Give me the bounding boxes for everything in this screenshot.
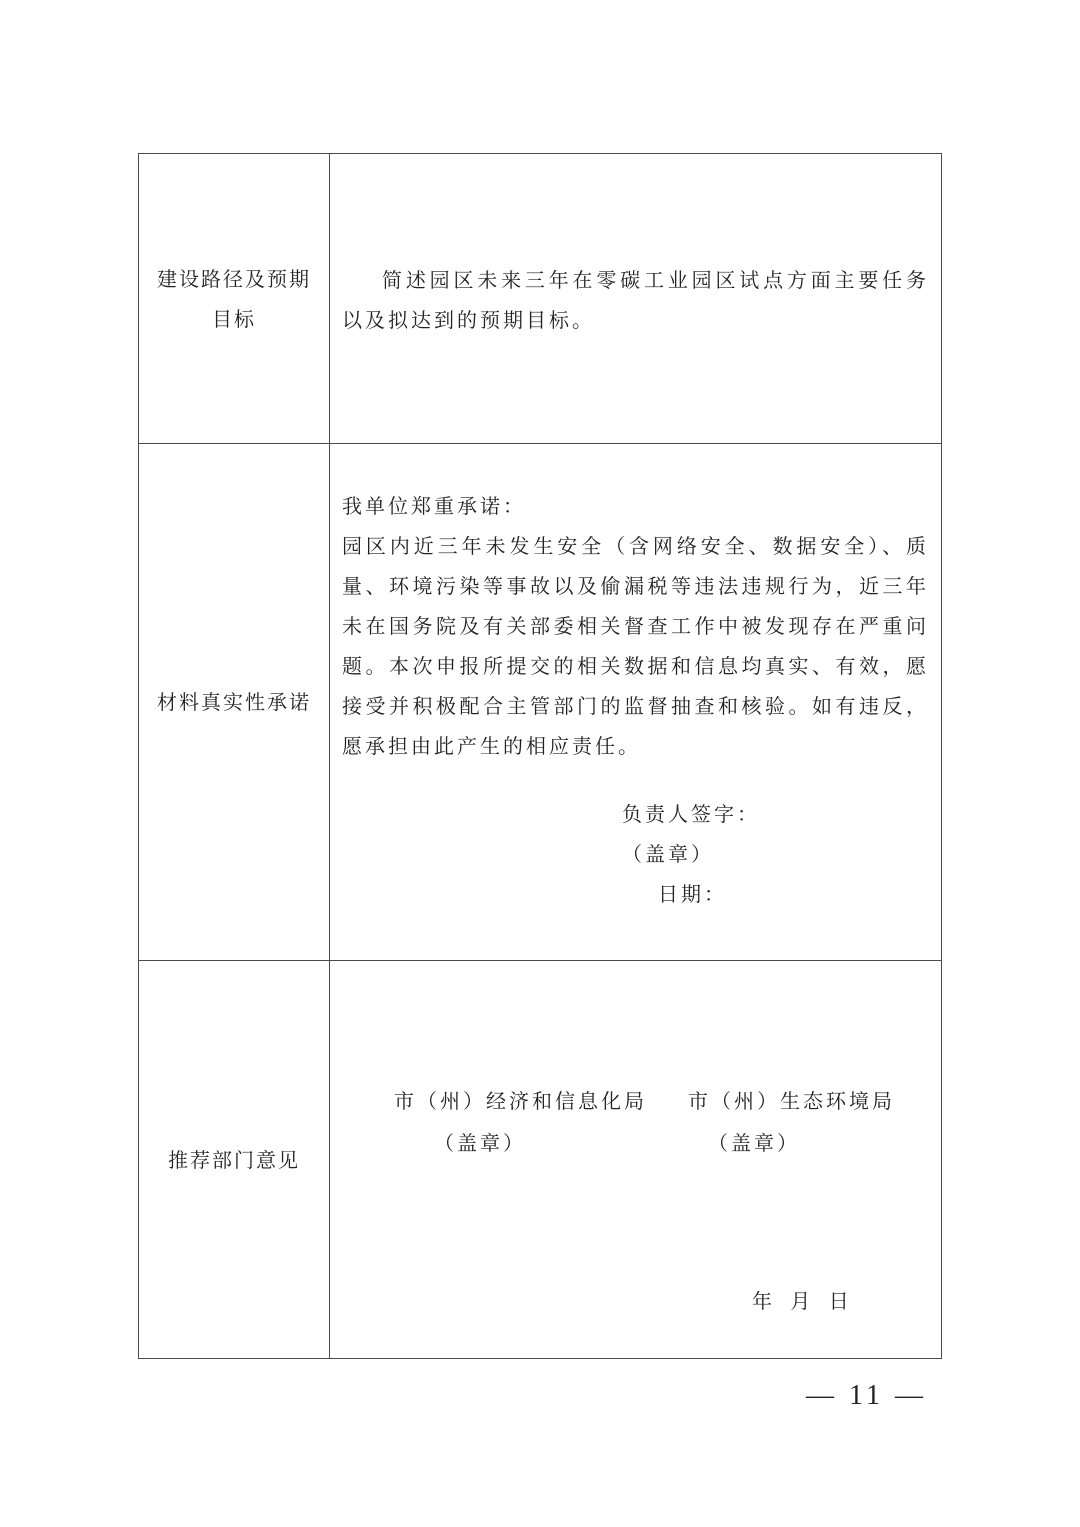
recommend-date: 年 月 日 xyxy=(752,1289,855,1313)
table-row xyxy=(139,154,942,444)
label-cell xyxy=(139,444,330,961)
row-label-recommendation: 推荐部门意见 xyxy=(168,1147,300,1172)
content-cell xyxy=(330,961,942,1359)
row-label-construction-path: 建设路径及预期目标 xyxy=(157,266,311,331)
row-label-authenticity-pledge: 材料真实性承诺 xyxy=(157,690,311,714)
label-cell xyxy=(139,961,330,1359)
table-row xyxy=(139,961,942,1359)
ecology-bureau-label: 市（州）生态环境局 xyxy=(688,1089,895,1113)
label-cell xyxy=(139,154,330,444)
table-row xyxy=(139,444,942,961)
content-cell xyxy=(330,154,942,444)
date-label: 日期： xyxy=(658,882,727,906)
pledge-intro: 我单位郑重承诺： xyxy=(342,494,526,518)
pledge-text: 园区内近三年未发生安全（含网络安全、数据安全）、质量、环境污染等事故以及偷漏税等违法违规行为，近三年未在国务院及有关部委相关督查工作中被发现存在严重问题。本次申报所提交的相关数据和信息均真实、有效，愿接受并积极配合主管部门的监督抽查和核验。如有违反，愿承担由此产生的相应责任。 xyxy=(342,534,929,758)
economy-bureau-seal: （盖章） xyxy=(434,1131,526,1155)
application-form-table xyxy=(138,153,942,1359)
economy-bureau-label: 市（州）经济和信息化局 xyxy=(394,1089,647,1113)
content-cell xyxy=(330,444,942,961)
signature-label: 负责人签字： xyxy=(622,802,760,826)
ecology-bureau-seal: （盖章） xyxy=(708,1131,800,1155)
seal-label: （盖章） xyxy=(622,842,714,866)
page-number: — 11 — xyxy=(806,1380,927,1411)
construction-path-text: 简述园区未来三年在零碳工业园区试点方面主要任务以及拟达到的预期目标。 xyxy=(342,268,929,332)
